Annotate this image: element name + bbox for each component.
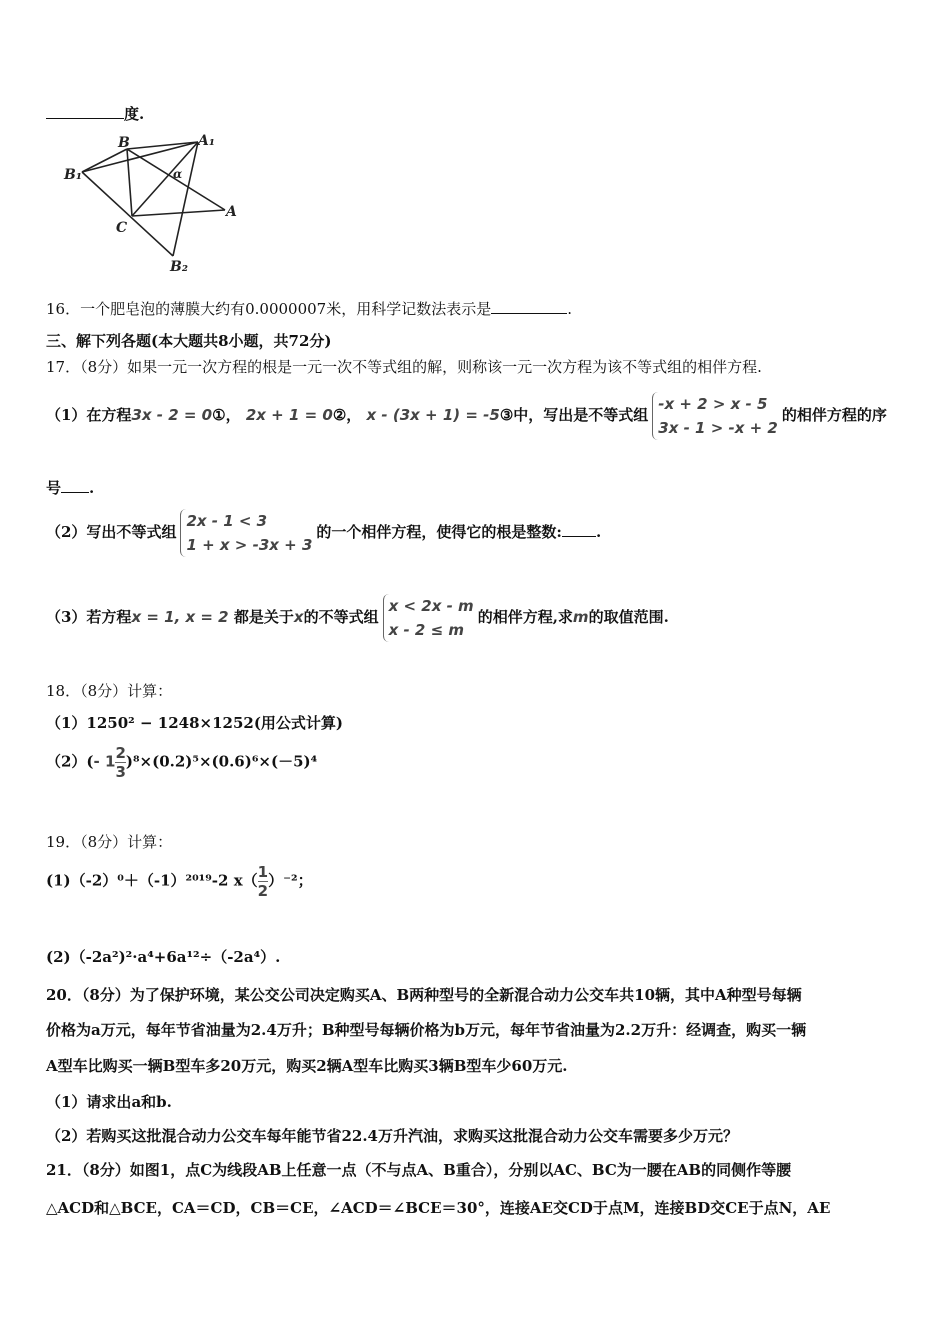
label-A1: A₁: [198, 133, 215, 149]
label-B2: B₂: [170, 259, 188, 275]
question-17-part1: （1）在方程3x - 2 = 0①， 2x + 1 = 0②， x - (3x + 1) = -5③中，写出是不等式组 -x + 2 > x - 5 3x - 1 > -x + 2 的相伴方程的序: [46, 392, 906, 440]
question-17-part2: （2）写出不等式组 2x - 1 < 3 1 + x > -3x + 3 的一个相伴方程，使得它的根是整数: .: [46, 509, 906, 557]
question-18-part2: （2）(- 1 $\frac{2}{3}$ )⁸×(0.2)⁵×(0.6)⁶×(－5)⁴: [46, 744, 318, 781]
section-title: 三、解下列各题(本大题共8小题，共72分): [46, 332, 332, 350]
question-20-line3: A型车比购买一辆B型车多20万元，购买2辆A型车比购买3辆B型车少60万元.: [46, 1057, 568, 1075]
inequality-system: 2x - 1 < 3 1 + x > -3x + 3: [180, 509, 312, 557]
label-A: A: [226, 204, 237, 220]
question-18-stem: 18．（8分）计算：: [46, 682, 173, 700]
question-21-line2: △ACD和△BCE，CA＝CD，CB＝CE，∠ACD＝∠BCE＝30°，连接AE交CD于点M，连接BD交CE于点N，AE: [46, 1199, 831, 1217]
label-alpha: α: [173, 167, 183, 181]
label-B1: B₁: [64, 167, 82, 183]
geometry-figure: [60, 128, 250, 278]
question-20-line2: 价格为a万元，每年节省油量为2.4万升；B种型号每辆价格为b万元，每年节省油量为2.2万升：经调查，购买一辆: [46, 1021, 807, 1039]
answer-blank[interactable]: [46, 118, 124, 119]
question-16: 16．一个肥皂泡的薄膜大约有0.0000007米，用科学记数法表示是 .: [46, 300, 572, 318]
question-19-part2: (2)（-2a²)²·a⁴+6a¹²÷（-2a⁴）.: [46, 948, 281, 966]
q15-tail: 度.: [46, 103, 906, 124]
inequality-system: -x + 2 > x - 5 3x - 1 > -x + 2: [652, 392, 778, 440]
label-B: B: [118, 135, 130, 151]
label-C: C: [116, 220, 128, 236]
question-20-part2: （2）若购买这批混合动力公交车每年能节省22.4万升汽油，求购买这批混合动力公交车需要多少万元？: [46, 1127, 738, 1145]
question-21-line1: 21．（8分）如图1，点C为线段AB上任意一点（不与点A、B重合），分别以AC、BC为一腰在AB的同侧作等腰: [46, 1161, 792, 1179]
question-17-part3: （3）若方程x = 1, x = 2 都是关于x的不等式组 x < 2x - m x - 2 ≤ m 的相伴方程,求m的取值范围.: [46, 594, 906, 642]
question-19-part1: (1)（-2）⁰＋（-1）²⁰¹⁹-2 x（ $\frac{1}{2}$ ）⁻²；: [46, 863, 313, 900]
question-17-stem: 17．（8分）如果一元一次方程的根是一元一次不等式组的解，则称该一元一次方程为该不等式组的相伴方程.: [46, 358, 762, 376]
question-20-part1: （1）请求出a和b.: [46, 1093, 172, 1111]
answer-blank[interactable]: [61, 492, 89, 493]
question-20-line1: 20．（8分）为了保护环境，某公交公司决定购买A、B两种型号的全新混合动力公交车共10辆，其中A种型号每辆: [46, 986, 802, 1004]
question-17-part1-cont: 号 .: [46, 479, 95, 497]
inequality-system: x < 2x - m x - 2 ≤ m: [383, 594, 474, 642]
question-18-part1: （1）1250² − 1248×1252(用公式计算): [46, 714, 344, 732]
answer-blank[interactable]: [562, 536, 596, 537]
question-19-stem: 19．（8分）计算：: [46, 833, 173, 851]
answer-blank[interactable]: [491, 313, 567, 314]
